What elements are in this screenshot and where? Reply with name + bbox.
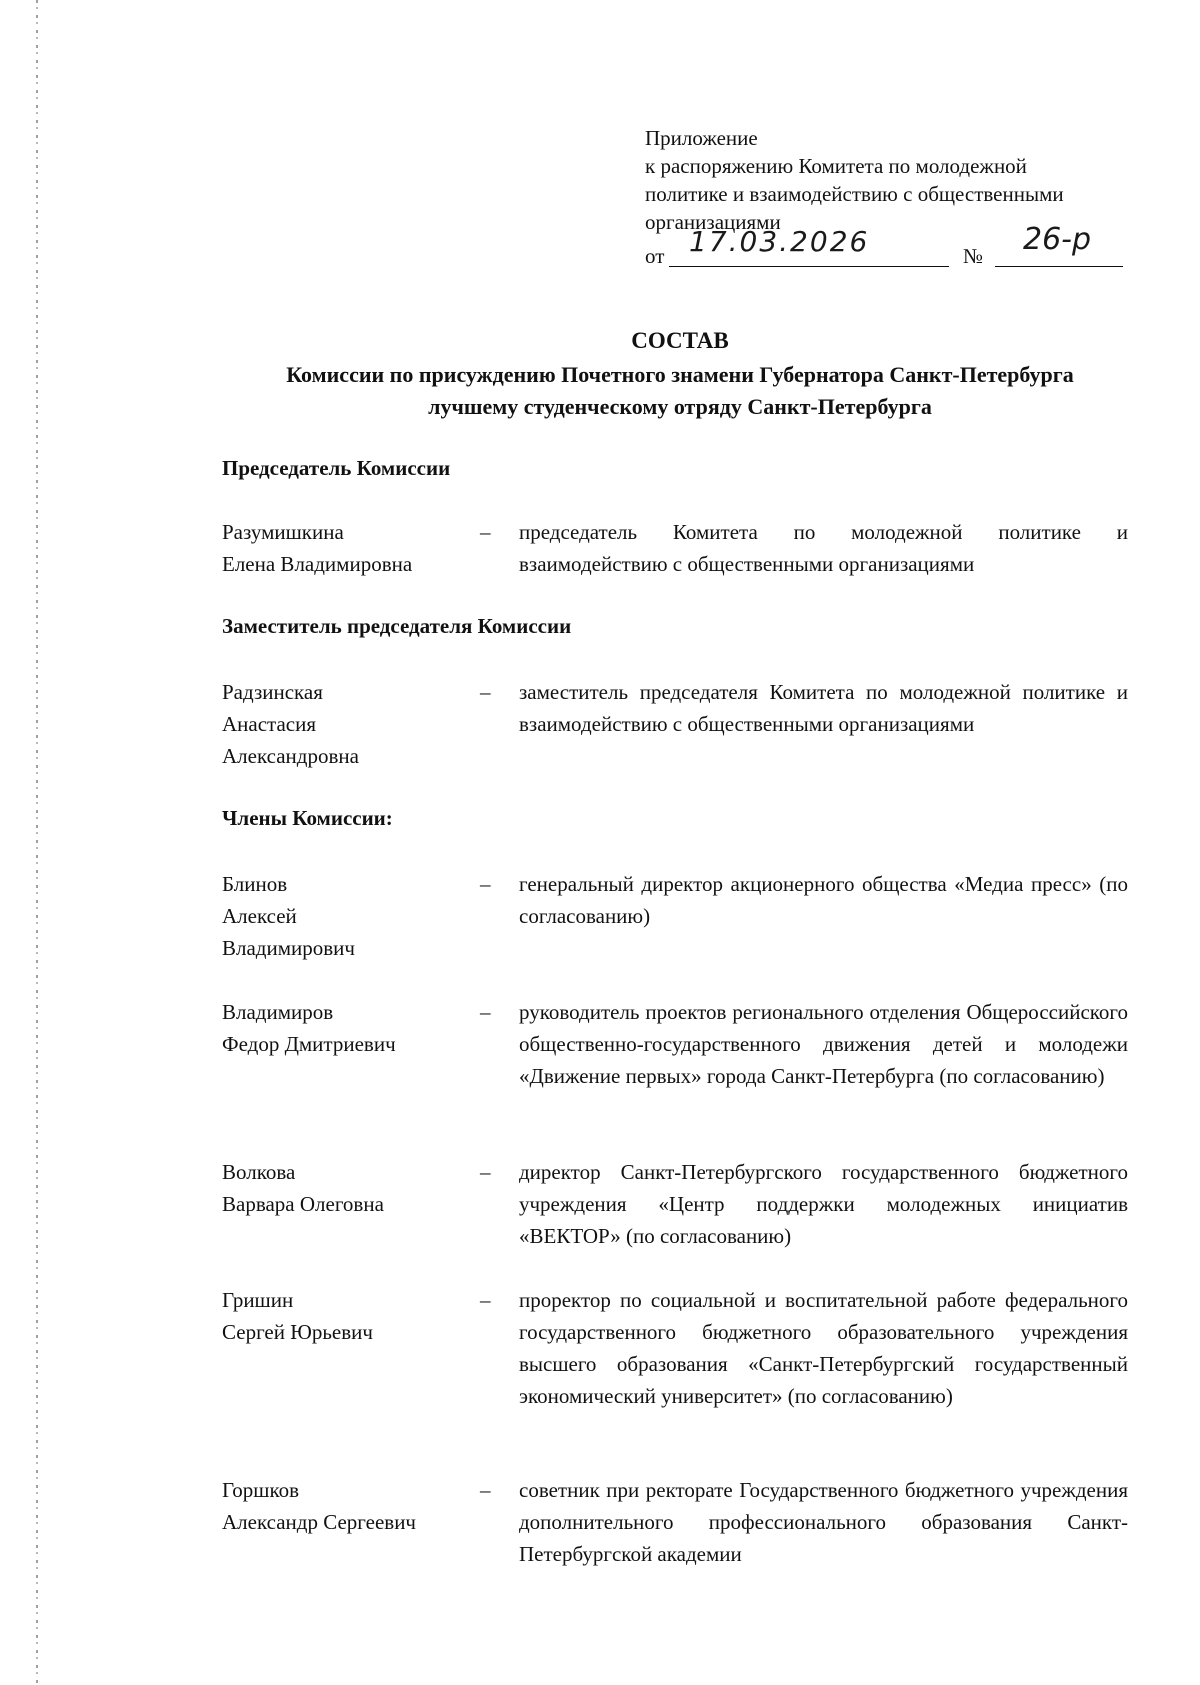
name-line: Сергей Юрьевич	[222, 1320, 373, 1344]
dash: –	[480, 1000, 491, 1024]
person-description: председатель Комитета по молодежной политике и взаимодействию с общественными организациями	[519, 520, 1128, 576]
dash: –	[480, 680, 491, 704]
name-line: Радзинская	[222, 680, 323, 704]
appendix-line-2: к распоряжению Комитета по молодежной	[645, 154, 1027, 178]
person-name	[222, 1474, 472, 1538]
person-description: проректор по социальной и воспитательной работе федерального государственного бюджетного образовательного учреждения высшего образования «Санкт-Петербургский государственный экономический университет» (по согласованию)	[519, 1288, 1128, 1408]
person-name	[222, 868, 472, 964]
section-chair-heading: Председатель Комиссии	[222, 456, 451, 480]
handwritten-number: 26-р	[1023, 222, 1092, 257]
name-line: Александровна	[222, 744, 359, 768]
person-name	[222, 1284, 472, 1348]
appendix-line-4: организациями	[645, 210, 781, 234]
scan-edge	[36, 0, 38, 1685]
person-name	[222, 676, 472, 772]
name-line: Владимиров	[222, 1000, 334, 1024]
person-description: генеральный директор акционерного общества «Медиа пресс» (по согласованию)	[519, 872, 1128, 928]
document-title: СОСТАВ	[631, 328, 729, 353]
name-line: Горшков	[222, 1478, 300, 1502]
section-members-heading: Члены Комиссии:	[222, 806, 393, 830]
appendix-header	[645, 124, 1165, 270]
dash: –	[480, 520, 491, 544]
number-label: №	[963, 244, 984, 268]
document-subtitle-line-2: лучшему студенческому отряду Санкт-Петербурга	[428, 394, 932, 419]
name-line: Владимирович	[222, 936, 355, 960]
dash: –	[480, 872, 491, 896]
name-line: Анастасия	[222, 712, 317, 736]
section-deputy-heading: Заместитель председателя Комиссии	[222, 614, 572, 638]
name-line: Федор Дмитриевич	[222, 1032, 396, 1056]
document-subtitle-line-1: Комиссии по присуждению Почетного знамени Губернатора Санкт-Петербурга	[286, 362, 1074, 387]
name-line: Варвара Олеговна	[222, 1192, 384, 1216]
dash: –	[480, 1288, 491, 1312]
number-underline	[995, 266, 1123, 267]
person-name	[222, 996, 472, 1060]
person-name	[222, 1156, 472, 1220]
person-description: руководитель проектов регионального отделения Общероссийского общественно-государственного движения детей и молодежи «Движение первых» города Санкт-Петербурга (по согласованию)	[519, 1000, 1128, 1088]
appendix-line-3: политике и взаимодействию с общественными	[645, 182, 1064, 206]
person-name	[222, 516, 472, 580]
person-description: советник при ректорате Государственного бюджетного учреждения дополнительного профессионального образования Санкт-Петербургской академии	[519, 1478, 1128, 1566]
name-line: Гришин	[222, 1288, 294, 1312]
from-label: от	[645, 244, 665, 268]
dash: –	[480, 1160, 491, 1184]
date-underline	[669, 266, 949, 267]
name-line: Алексей	[222, 904, 297, 928]
name-line: Разумишкина	[222, 520, 344, 544]
name-line: Елена Владимировна	[222, 552, 413, 576]
person-description: заместитель председателя Комитета по молодежной политике и взаимодействию с общественными организациями	[519, 680, 1128, 736]
name-line: Волкова	[222, 1160, 296, 1184]
name-line: Блинов	[222, 872, 288, 896]
person-description: директор Санкт-Петербургского государственного бюджетного учреждения «Центр поддержки молодежных инициатив «ВЕКТОР» (по согласованию)	[519, 1160, 1128, 1248]
name-line: Александр Сергеевич	[222, 1510, 416, 1534]
handwritten-date: 17.03.2026	[689, 225, 870, 258]
appendix-line-1: Приложение	[645, 126, 758, 150]
dash: –	[480, 1478, 491, 1502]
